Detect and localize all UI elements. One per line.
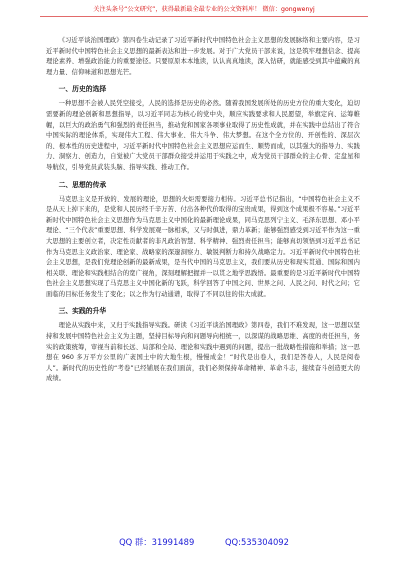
document-body [46, 36, 360, 526]
banner-text: 关注头条号“公文研究”，获得最新最全最专业的公文资料库！ 微信：gongwenyj [93, 6, 315, 13]
footer-qq-contact: QQ:535304092 [224, 537, 289, 547]
footer-qq-group: QQ 群：31991489 [119, 537, 195, 547]
section-paragraph-practice: 理论从实践中来，又归于实践指导实践。研读《习近平谈治国理政》第四卷，我们不难发现，这一思想以坚持和发展中国特色社会主义为主题，坚持目标导向和问题导向相统一，以深谋的战略思维、高度的责任担当，务实的政策统筹，审视当前和长远、局部和全局、理论和实践中遇到的问题，提出一批战略性措施和举措；这一思想在 960 多万平方公里的广袤国土中的大地生根，慢慢成金！“时代是出卷人，我们是答卷人，人民是阅卷人”。新时代的历史性的“考卷”已经铺展在我们面前，我们必须保持革命精神、革命斗志，接续奋斗创造更大的成绩。 [46, 322, 360, 383]
section-paragraph-history: 一种思想不会被人民凭空接受，人民的选择是历史的必然。随着我国发展所处的历史方位的重大变化，迫切需要新的理论创新和思想指导，以习近平同志为核心的党中央，顺应实践要求和人民愿望，举旗定向、运筹帷幄，以巨大的政治勇气和强烈的责任担当，推动党和国家各项事业取得了历史性成就，并在实践中总结出了符合中国实际的理论体系，实现伟大工程、伟大事业、伟大斗争、伟大梦想。在这个全方位的、开创性的、深层次的、根本性的历史进程中，习近平新时代中国特色社会主义思想应运而生、顺势而成，以其强大的指导力、实践力、洞察力、创造力，自觉被广大党员干部群众接受并运用于实践之中，成为党员干部群众的主心骨、定盘星和导航仪，引导党员武装头脑、指导实践、推动工作。 [46, 100, 360, 171]
intro-paragraph: 《习近平谈治国理政》第四卷生动记录了习近平新时代中国特色社会主义思想的发展脉络和主要内容，是习近平新时代中国特色社会主义思想的最新表达和进一步发展。对于广大党员干部来说，这是筑牢理想信念、提高理论素养、增强政治能力的重要途径。只要原原本本地读，认认真真地读，深入钻研，就能感受到其中蕴藏的真理力量、信仰味道和思想光芒。 [46, 37, 360, 76]
section-title-practice: 三、实践的升华 [58, 307, 107, 316]
section-paragraph-inheritance: 马克思主义是开放的、发展的理论，思想的火炬需要接力相传。习近平总书记指出，“中国特色社会主义不是从天上掉下来的，是党和人民历经千辛万苦、付出各种代价取得的宝贵成果，得到这个成果极不容易。”习近平新时代中国特色社会主义思想作为马克思主义中国化的最新理论成果，同马克思列宁主义、毛泽东思想、邓小平理论、“三个代表”重要思想、科学发展观一脉相承，又与时俱进，鼎力革新；能够强烈感受到习近平作为这一重大思想的主要创立者，决定性贡献者的非凡政治智慧、科学精神、强烈责任担当；能够真切领悟到习近平总书记作为马克思主义政治家、理论家、战略家的深邃洞察力、敏锐判断力和持久战略定力。习近平新时代中国特色社会主义思想，是我们党理论创新的最新成果，是当代中国的马克思主义，我们要从历史和现实贯通、国际和国内相关联、理论和实践相结合的宽广视角，深刻理解把握并一以贯之地学思践悟。最重要的是习近平新时代中国特色社会主义思想实现了马克思主义中国化新的飞跃，科学回答了中国之问、世界之问、人民之问、时代之问；它面临的目标任务发生了变化；以之作为行动通谱，取得了不同以往的伟大成就。 [46, 195, 360, 298]
section-title-history: 一、历史的选择 [58, 85, 107, 94]
footer [0, 532, 408, 552]
section-title-inheritance: 二、思想的传承 [58, 180, 107, 189]
top-banner [0, 0, 408, 20]
banner-divider [40, 16, 368, 17]
